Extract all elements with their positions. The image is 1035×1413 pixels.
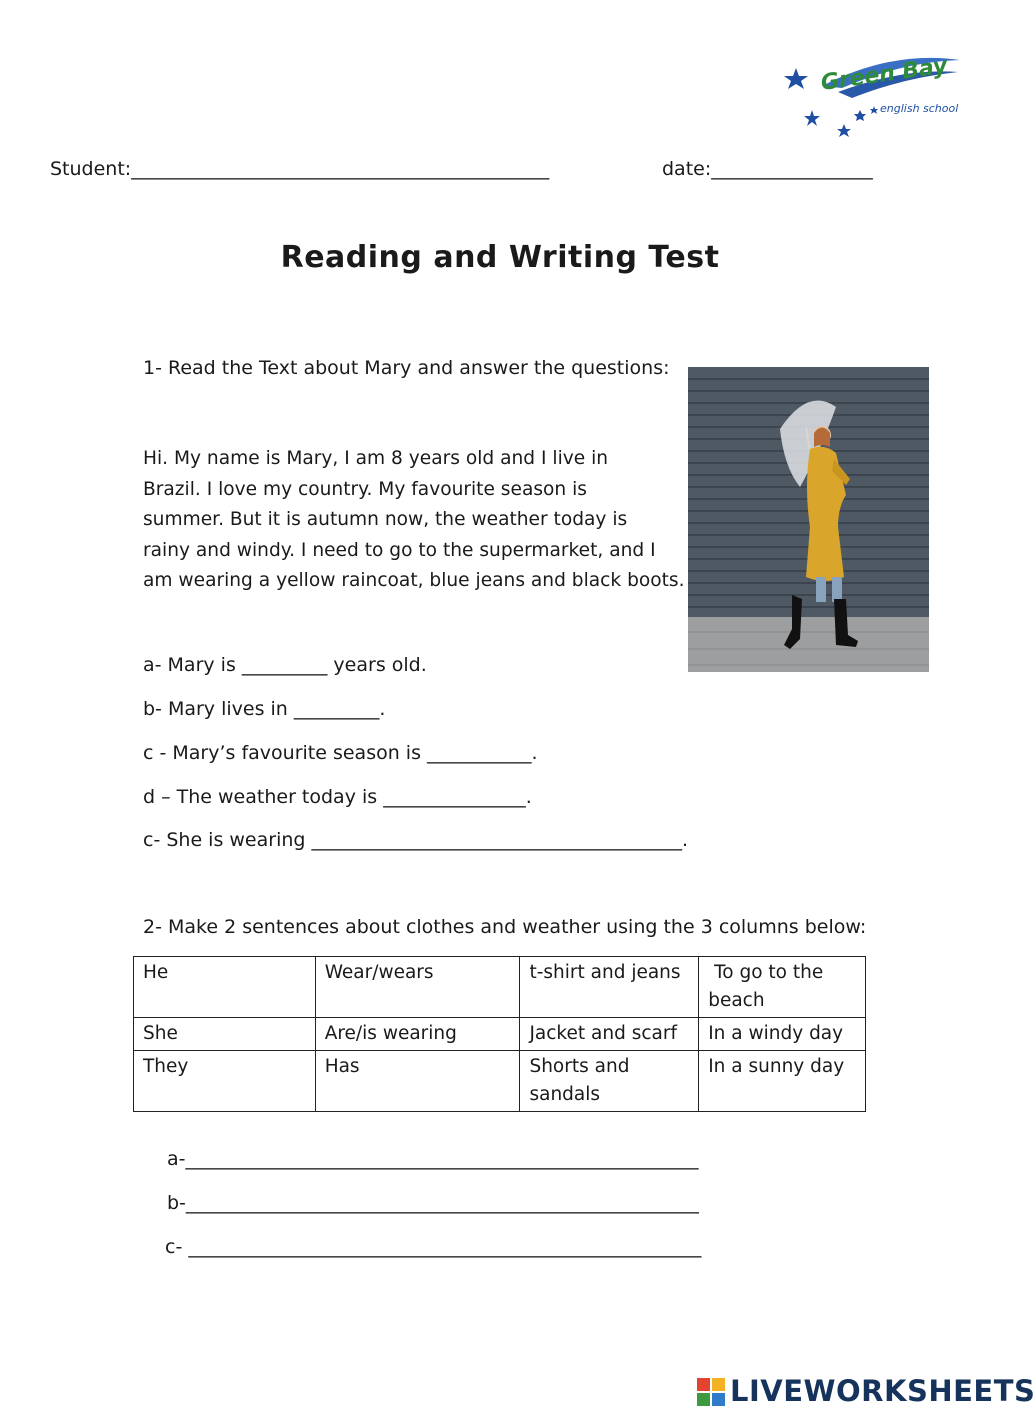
- table-cell: She: [134, 1018, 316, 1051]
- table-cell: Shorts and sandals: [520, 1051, 699, 1112]
- table-cell: Wear/wears: [315, 957, 520, 1018]
- date-field[interactable]: [662, 158, 873, 180]
- student-label: Student:____________________________________________: [50, 158, 550, 180]
- passage-line: am wearing a yellow raincoat, blue jeans and black boots.: [143, 570, 685, 591]
- question-a[interactable]: a- Mary is _________ years old.: [143, 654, 427, 676]
- table-cell: In a sunny day: [699, 1051, 866, 1112]
- star-icon: [837, 124, 851, 137]
- question-b[interactable]: b- Mary lives in _________.: [143, 698, 386, 720]
- date-label: date:_________________: [662, 158, 873, 180]
- question-c[interactable]: c - Mary’s favourite season is ___________.: [143, 742, 538, 764]
- girl-with-umbrella-photo: [688, 367, 929, 672]
- answer-line-b[interactable]: b-______________________________________________________: [167, 1192, 699, 1214]
- star-icon: [784, 68, 808, 89]
- passage-line: Brazil. I love my country. My favourite season is: [143, 478, 587, 500]
- star-icon: [804, 110, 820, 126]
- table-cell: Are/is wearing: [315, 1018, 520, 1051]
- svg-text:Green Bay: Green Bay: [819, 53, 949, 96]
- student-field[interactable]: [50, 158, 549, 180]
- passage-line: summer. But it is autumn now, the weather today is: [143, 509, 628, 530]
- question-d[interactable]: d – The weather today is _______________.: [143, 786, 532, 808]
- liveworksheets-logo-icon: [697, 1378, 725, 1406]
- table-row: [134, 957, 866, 1018]
- table-cell: To go to the beach: [699, 957, 866, 1018]
- table-row: [134, 1051, 866, 1112]
- section2-instruction: 2- Make 2 sentences about clothes and weather using the 3 columns below:: [143, 916, 867, 938]
- table-cell: He: [134, 957, 316, 1018]
- svg-text:english school: english school: [880, 102, 959, 115]
- answer-line-c[interactable]: c- ______________________________________________________: [165, 1236, 702, 1258]
- table-row: [134, 1018, 866, 1051]
- liveworksheets-brand: LIVEWORKSHEETS: [730, 1374, 1035, 1408]
- green-bay-logo: [782, 48, 972, 143]
- table-cell: Jacket and scarf: [520, 1018, 699, 1051]
- passage-line: rainy and windy. I need to go to the supermarket, and I: [143, 539, 656, 561]
- answer-line-a[interactable]: a-______________________________________________________: [167, 1148, 699, 1170]
- table-cell: They: [134, 1051, 316, 1112]
- reading-passage: [143, 444, 683, 597]
- star-icon: [854, 110, 866, 121]
- star-icon: [870, 106, 878, 114]
- table-cell: Has: [315, 1051, 520, 1112]
- section1-instruction: 1- Read the Text about Mary and answer the questions:: [143, 357, 670, 379]
- question-e[interactable]: c- She is wearing _______________________________________.: [143, 829, 689, 851]
- passage-line: Hi. My name is Mary, I am 8 years old and I live in: [143, 448, 609, 469]
- table-cell: t-shirt and jeans: [520, 957, 699, 1018]
- word-columns-table: [133, 956, 866, 1112]
- page-title: Reading and Writing Test: [280, 240, 720, 275]
- table-cell: In a windy day: [699, 1018, 866, 1051]
